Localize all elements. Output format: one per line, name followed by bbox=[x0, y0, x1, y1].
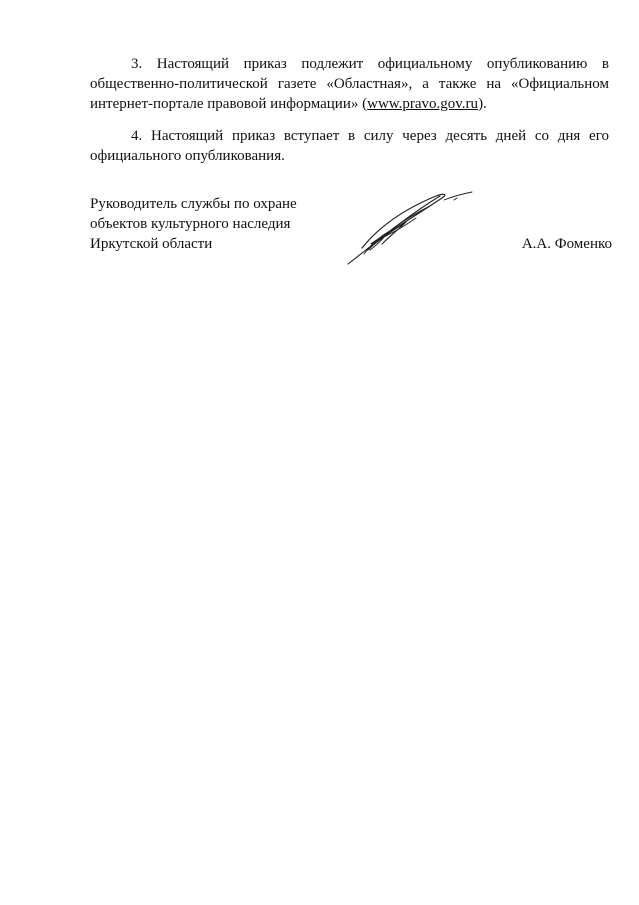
pravo-gov-link[interactable]: www.pravo.gov.ru bbox=[367, 96, 479, 112]
paragraph-3-text: 3. Настоящий приказ подлежит официальному опубликованию в общественно-политической газете «Областная», а также на «Официальном интернет-портале правовой информации» ( bbox=[90, 56, 609, 112]
paragraph-3-tail: ). bbox=[478, 96, 487, 112]
signer-position bbox=[90, 194, 310, 254]
paragraph-3 bbox=[90, 54, 609, 114]
paragraph-4: 4. Настоящий приказ вступает в силу через десять дней со дня его официального опубликования. bbox=[90, 128, 609, 164]
signer-name: А.А. Фоменко bbox=[521, 236, 612, 252]
handwritten-signature bbox=[344, 188, 476, 266]
signer-position-line-1: Руководитель службы по охране bbox=[90, 196, 297, 212]
signer-position-line-3: Иркутской области bbox=[90, 236, 213, 252]
signer-position-line-2: объектов культурного наследия bbox=[90, 216, 291, 232]
